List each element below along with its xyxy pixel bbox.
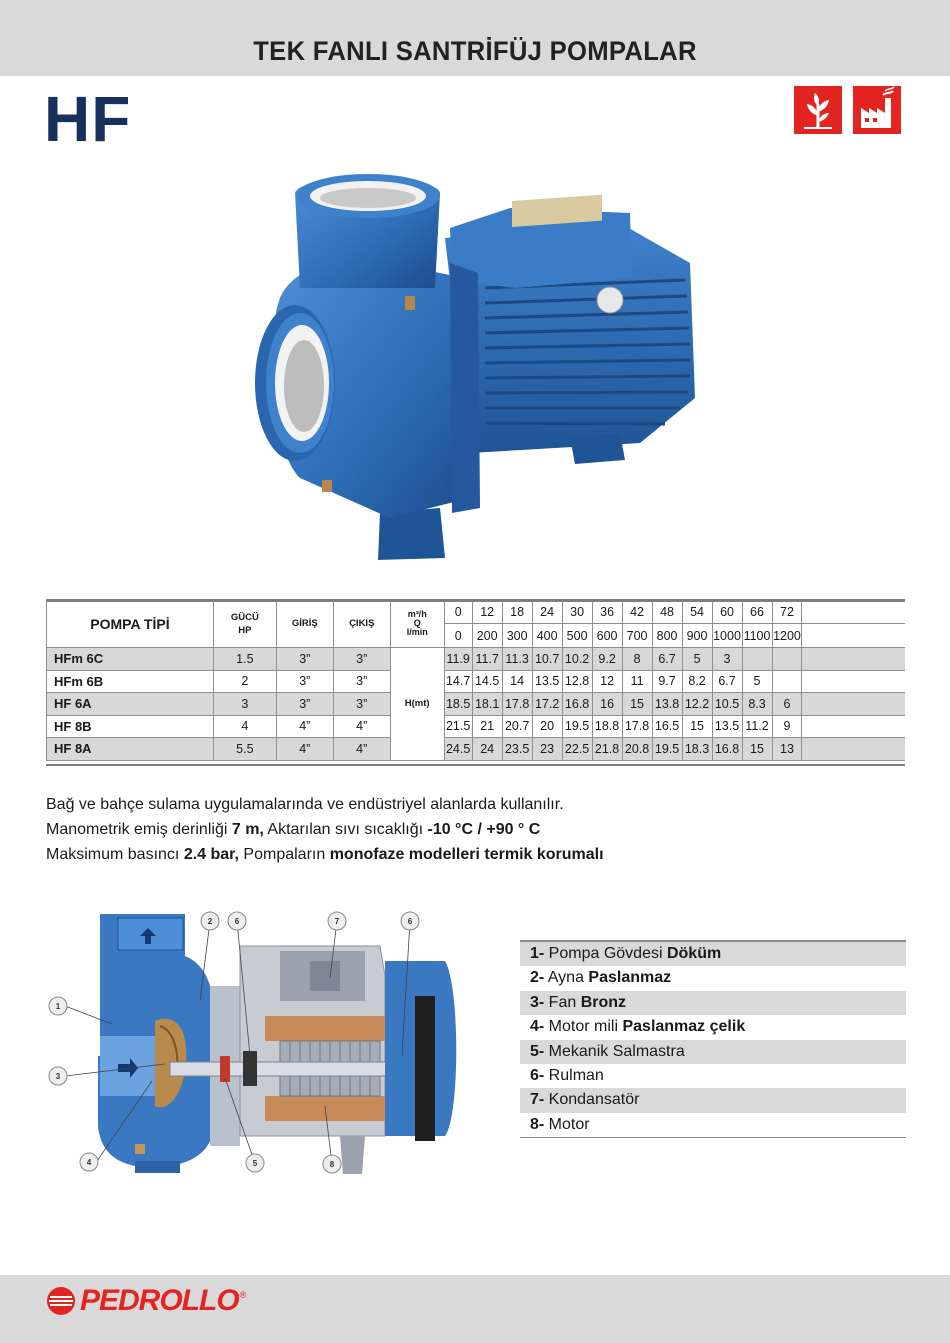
flow-lmin-cell: 400 [532,624,562,648]
list-item: 4- Motor mili Paslanmaz çelik [530,1018,746,1036]
table-bottom-rule [46,764,905,766]
brand-logo [46,1284,246,1318]
performance-table [46,599,905,761]
flow-m3h-cell: 60 [712,600,742,624]
table-row: HFm 6B 2 3” 3” 14.7 14.5 14 13.5 12.8 12 11 9.7 8.2 6.7 5 [47,670,906,693]
list-item: 6- Rulman [530,1066,604,1084]
description-line: Bağ ve bahçe sulama uygulamalarında ve endüstriyel alanlarda kullanılır. [46,796,564,813]
table-top-rule [46,599,905,602]
col-header-outlet: ÇIKIŞ [333,600,390,648]
registered-mark: ® [239,1290,247,1300]
flow-lmin-cell: 200 [472,624,502,648]
list-item: 8- Motor [530,1115,590,1133]
flow-m3h-cell: 30 [562,600,592,624]
flow-lmin-cell: 700 [622,624,652,648]
flow-m3h-cell: 42 [622,600,652,624]
flow-m3h-cell: 48 [652,600,682,624]
list-item: 7- Kondansatör [520,1088,906,1112]
flow-m3h-cell: 12 [472,600,502,624]
description [46,792,604,867]
callout-2: 2 [207,917,213,926]
flow-lmin-cell: 1100 [742,624,772,648]
col-header-power: GÜCÜ HP [213,600,276,648]
flow-lmin-cell: 1200 [772,624,802,648]
callout-6a: 6 [234,917,240,926]
pump-product-image [240,168,700,563]
callout-5: 5 [252,1159,258,1168]
description-line: Maksimum basıncı 2.4 bar, Pompaların monofaze modelleri termik korumalı [46,846,604,863]
list-item: 2- Ayna Paslanmaz [530,969,672,987]
col-header-type: POMPA TİPİ [47,600,214,648]
flow-lmin-cell: 800 [652,624,682,648]
flow-m3h-cell: 24 [532,600,562,624]
callout-1: 1 [55,1002,61,1011]
list-item: 5- Mekanik Salmastra [520,1040,906,1064]
flow-lmin-cell: 500 [562,624,592,648]
flow-m3h-cell: 0 [444,600,472,624]
description-line: Manometrik emiş derinliği 7 m, Aktarılan sıvı sıcaklığı -10 °C / +90 ° C [46,821,541,838]
model-code: HF [44,83,132,155]
table-row: HF 8A 5.5 4” 4” 24.5 24 23.5 23 22.5 21.8 20.8 19.5 18.3 16.8 15 13 [47,738,906,761]
table-row: HFm 6C 1.5 3” 3” H(mt) 11.9 11.7 11.3 10.7 10.2 9.2 8 6.7 5 3 [47,648,906,671]
flow-lmin-cell: 0 [444,624,472,648]
table-row: HF 6A 3 3” 3” 18.5 18.1 17.8 17.2 16.8 16 15 13.8 12.2 10.5 8.3 6 [47,693,906,716]
flow-lmin-cell: 1000 [712,624,742,648]
page-title: TEK FANLI SANTRİFÜJ POMPALAR [253,36,697,66]
col-header-flow: m³/h Q l/min [390,600,444,648]
flow-m3h-cell: 36 [592,600,622,624]
callout-3: 3 [55,1072,61,1081]
brand-name: PEDROLLO [80,1284,239,1317]
flow-m3h-cell: 72 [772,600,802,624]
table-row: HF 8B 4 4” 4” 21.5 21 20.7 20 19.5 18.8 17.8 16.5 15 13.5 11.2 9 [47,715,906,738]
col-header-inlet: GİRİŞ [276,600,333,648]
pedrollo-mark-icon [46,1286,76,1316]
pump-cutaway-diagram [40,906,470,1181]
flow-m3h-cell: 54 [682,600,712,624]
flow-m3h-cell: 66 [742,600,772,624]
feature-icons [794,86,901,134]
garden-irrigation-icon [794,86,842,134]
callout-6b: 6 [407,917,413,926]
callout-7: 7 [334,917,340,926]
flow-lmin-cell: 300 [502,624,532,648]
industrial-factory-icon [853,86,901,134]
callout-4: 4 [86,1158,92,1167]
head-label: H(mt) [390,648,444,761]
list-item: 1- Pompa Gövdesi Döküm [520,942,906,966]
flow-m3h-cell: 18 [502,600,532,624]
flow-lmin-cell: 900 [682,624,712,648]
parts-list [520,940,906,1138]
callout-8: 8 [329,1160,335,1169]
flow-lmin-cell: 600 [592,624,622,648]
list-item: 3- Fan Bronz [520,991,906,1015]
